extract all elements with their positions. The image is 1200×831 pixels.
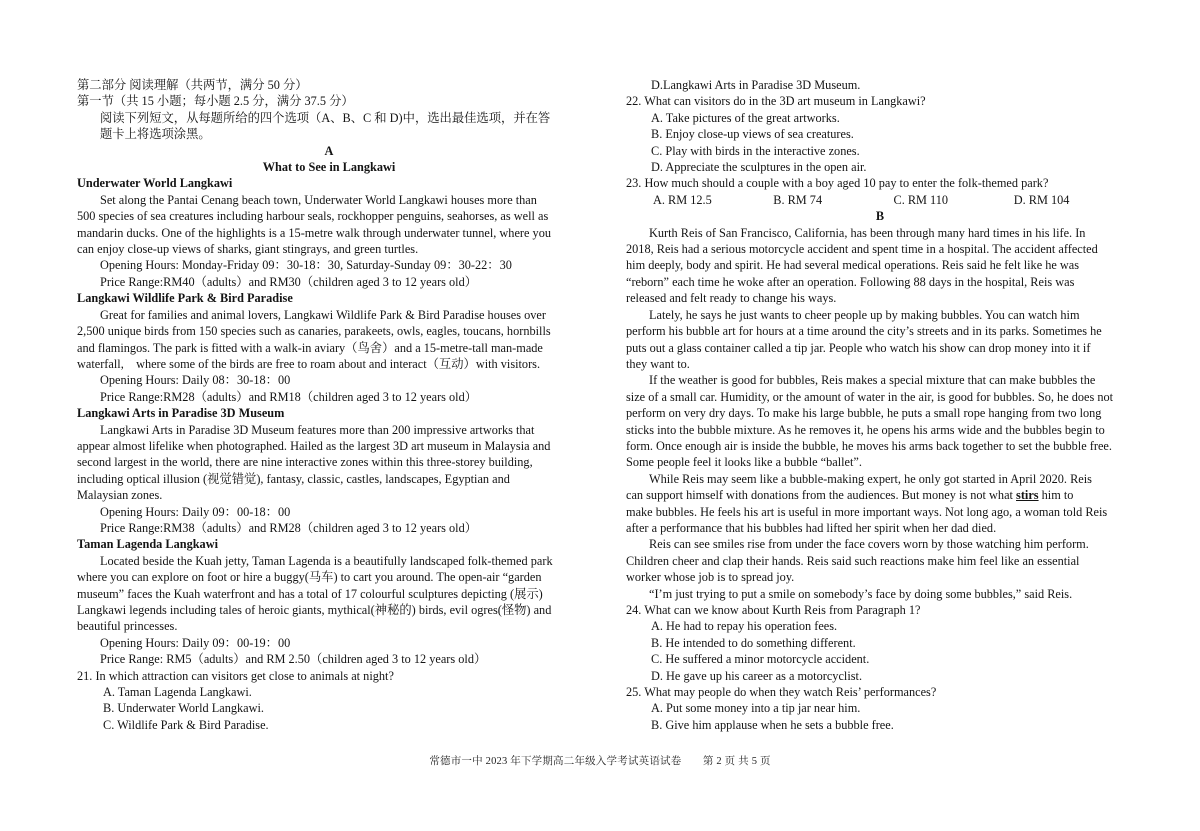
text-line: him deeply, body and spirit. He had several medical operations. Reis said he felt like he was [626, 258, 1080, 273]
answer-option: B. RM 74 [773, 192, 823, 207]
question-stem: 22. What can visitors do in the 3D art museum in Langkawi? [626, 94, 926, 109]
text-line: released and felt ready to change his ways. [626, 291, 837, 306]
text-line: including optical illusion (视觉错觉), fantasy, classic, castles, landscapes, Egyptian and [77, 471, 510, 486]
price-range: Price Range:RM28（adults）and RM18（children aged 3 to 12 years old） [100, 389, 478, 404]
text-run: can support himself with donations from the audiences. But money is not what [626, 488, 1017, 503]
text-line: Children cheer and clap their hands. Reis said such reactions make him feel like an essential [626, 553, 1080, 568]
instruction-line: 题卡上将选项涂黑。 [100, 127, 211, 142]
text-line: sticks into the bubble mixture. As he removes it, he opens his arms wide and the bubbles begin to [626, 422, 1105, 437]
answer-option: D. RM 104 [1013, 192, 1070, 207]
answer-option: D. He gave up his career as a motorcyclist. [651, 668, 863, 683]
passage-letter: B [875, 209, 885, 224]
answer-option: D.Langkawi Arts in Paradise 3D Museum. [651, 78, 861, 92]
text-line: can enjoy close-up views of sharks, giant stingrays, and green turtles. [77, 242, 419, 257]
passage-title: What to See in Langkawi [262, 160, 396, 175]
answer-option: A. RM 12.5 [653, 192, 712, 207]
text-line: where you can explore on foot or hire a buggy(马车) to cart you around. The open-air “garden [77, 570, 542, 585]
answer-option: D. Appreciate the sculptures in the open air. [651, 160, 867, 175]
text-line: Reis can see smiles rise from under the face covers worn by those watching him perform. [649, 537, 1089, 552]
text-run: him to [1038, 488, 1074, 503]
text-line: make bubbles. He feels his art is useful in more important ways. Not long ago, a woman told Reis [626, 504, 1108, 519]
answer-option: A. Take pictures of the great artworks. [651, 110, 840, 125]
text-line: Some people feel it looks like a bubble “ballet”. [626, 455, 862, 470]
text-line: Langkawi Arts in Paradise 3D Museum features more than 200 impressive artworks that [100, 422, 535, 437]
text-line: Lately, he says he just wants to cheer people up by making bubbles. You can watch him [649, 307, 1080, 322]
text-line: mandarin ducks. One of the highlights is a 15-metre walk through underwater tunnel, where you [77, 225, 551, 240]
opening-hours: Opening Hours: Daily 09：00-19：00 [100, 635, 291, 650]
price-range: Price Range:RM40（adults）and RM30（children aged 3 to 12 years old） [100, 274, 478, 289]
text-line: second largest in the world, there are nine interactive zones within this three-storey building, [77, 455, 533, 470]
opening-hours: Opening Hours: Monday-Friday 09：30-18：30, Saturday-Sunday 09：30-22：30 [100, 258, 512, 273]
question-stem: 24. What can we know about Kurth Reis from Paragraph 1? [626, 603, 921, 617]
text-line: worker whose job is to spread joy. [626, 570, 795, 585]
answer-option: C. Wildlife Park & Bird Paradise. [103, 717, 269, 732]
highlighted-word: stirs [1016, 488, 1039, 503]
attraction-name: Langkawi Arts in Paradise 3D Museum [77, 406, 285, 421]
answer-option: A. Taman Lagenda Langkawi. [103, 685, 252, 700]
answer-option: C. Play with birds in the interactive zones. [651, 143, 860, 158]
passage-letter: A [324, 143, 334, 158]
instruction-line: 阅读下列短文，从每题所给的四个选项（A、B、C 和 D)中，选出最佳选项，并在答 [100, 110, 551, 125]
answer-option: B. Give him applause when he sets a bubble free. [651, 717, 894, 732]
price-range: Price Range:RM38（adults）and RM28（children aged 3 to 12 years old） [100, 520, 478, 535]
answer-option: A. Put some money into a tip jar near him. [651, 701, 861, 716]
text-line: While Reis may seem like a bubble-making expert, he only got started in April 2020. Reis [649, 471, 1092, 486]
attraction-name: Taman Lagenda Langkawi [77, 537, 219, 552]
text-line: “reborn” each time he woke after an operation. Following 88 days in the hospital, Reis was [626, 274, 1075, 289]
quote-line: “I’m just trying to put a smile on somebody’s face by doing some bubbles,” said Reis. [649, 586, 1073, 601]
text-line: Set along the Pantai Cenang beach town, Underwater World Langkawi houses more than [100, 192, 537, 207]
text-line: and flamingos. The park is fitted with a walk-in aviary（鸟舍）and a 15-metre-tall man-made [77, 340, 543, 355]
section-heading: 第一节（共 15 小题；每小题 2.5 分，满分 37.5 分） [77, 94, 354, 109]
attraction-name: Langkawi Wildlife Park & Bird Paradise [77, 291, 293, 306]
text-line [626, 487, 1134, 503]
part-heading: 第二部分 阅读理解（共两节，满分 50 分） [77, 78, 308, 92]
text-line: beautiful princesses. [77, 619, 178, 634]
answer-option: B. Underwater World Langkawi. [103, 701, 264, 716]
text-line: 2,500 unique birds from 150 species such as canaries, parakeets, owls, eagles, toucans, hornbills [77, 324, 551, 339]
answer-options-row [626, 192, 1134, 208]
right-column [626, 77, 1134, 733]
question-stem: 23. How much should a couple with a boy aged 10 pay to enter the folk-themed park? [626, 176, 1049, 191]
text-line: form. Once enough air is inside the bubble, he moves his arms back together to set the bubble free. [626, 438, 1112, 453]
question-stem: 21. In which attraction can visitors get close to animals at night? [77, 668, 394, 683]
text-line: waterfall, where some of the birds are free to roam about and interact（互动）with visitors. [77, 356, 541, 371]
opening-hours: Opening Hours: Daily 09：00-18：00 [100, 504, 291, 519]
text-line: 2018, Reis had a serious motorcycle accident and spent time in a hospital. The accident affected [626, 242, 1098, 257]
text-line: perform on very dry days. To make his large bubble, he puts a small rope hanging from two long [626, 406, 1102, 421]
text-line: Located beside the Kuah jetty, Taman Lagenda is a beautifully landscaped folk-themed park [100, 553, 553, 568]
text-line: If the weather is good for bubbles, Reis makes a special mixture that can make bubbles the [649, 373, 1096, 388]
text-line: Langkawi legends including tales of heroic giants, mythical(神秘的) birds, evil ogres(怪物) and [77, 603, 552, 617]
page-footer: 常德市一中 2023 年下学期高二年级入学考试英语试卷 第 2 页 共 5 页 [429, 756, 771, 767]
price-range: Price Range: RM5（adults）and RM 2.50（children aged 3 to 12 years old） [100, 652, 487, 667]
question-stem: 25. What may people do when they watch Reis’ performances? [626, 685, 937, 700]
answer-option: C. RM 110 [893, 192, 949, 207]
left-column [77, 77, 581, 733]
text-line: they want to. [626, 356, 690, 371]
text-line: Kurth Reis of San Francisco, California, has been through many hard times in his life. In [649, 225, 1086, 240]
answer-option: A. He had to repay his operation fees. [651, 619, 838, 634]
text-line: 500 species of sea creatures including harbour seals, rockhopper penguins, seahorses, as well as [77, 209, 549, 224]
opening-hours: Opening Hours: Daily 08：30-18：00 [100, 373, 291, 388]
text-line: Great for families and animal lovers, Langkawi Wildlife Park & Bird Paradise houses over [100, 307, 546, 322]
attraction-name: Underwater World Langkawi [77, 176, 233, 191]
text-line: after a performance that his bubbles had lifted her spirit when her dad died. [626, 520, 997, 535]
text-line: puts out a glass container called a tip jar. People who watch his show can drop money into it if [626, 340, 1091, 355]
text-line: Malaysian zones. [77, 488, 163, 503]
text-line: appear almost lifelike when photographed. Hailed as the largest 3D art museum in Malaysia and [77, 438, 551, 453]
answer-option: B. Enjoy close-up views of sea creatures. [651, 127, 854, 142]
answer-option: C. He suffered a minor motorcycle accident. [651, 652, 870, 667]
text-line: size of a small car. Humidity, or the amount of water in the air, is good for bubbles. So, he does not [626, 389, 1114, 404]
text-line: perform his bubble art for hours at a time around the city’s streets and in its parks. Sometimes he [626, 324, 1102, 339]
text-line: museum” faces the Kuah waterfront and has a total of 17 colourful sculptures depicting (展示) [77, 586, 543, 601]
answer-option: B. He intended to do something different. [651, 635, 856, 650]
